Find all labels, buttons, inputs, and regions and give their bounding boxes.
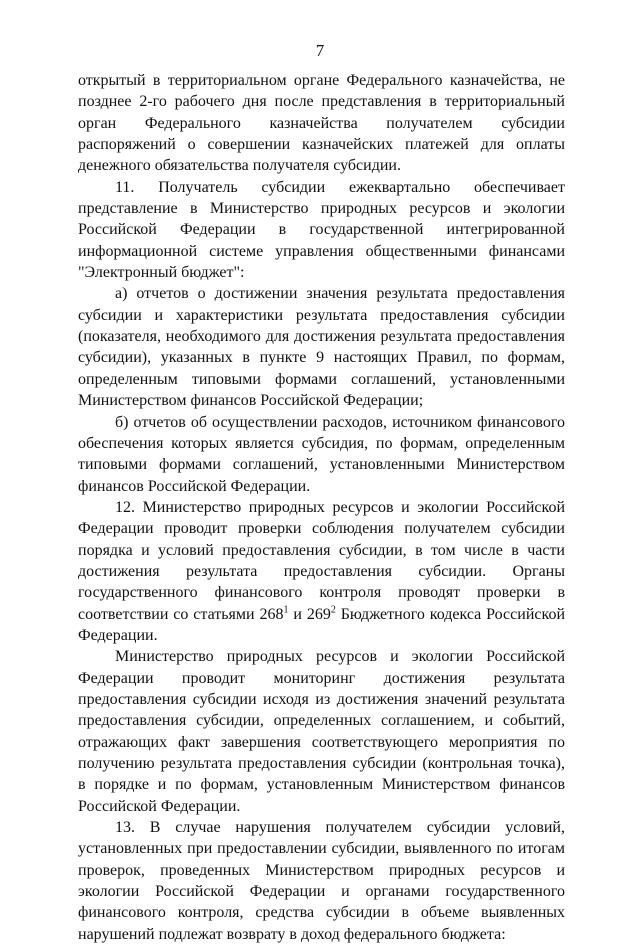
document-body [78, 70, 565, 945]
clause-12-text-c: Бюджетного кодекса Российской Федерации. [78, 605, 566, 644]
article-269-superscript: 2 [330, 604, 336, 616]
clause-12-text-a: 12. Министерство природных ресурсов и экологии Российской Федерации проводит проверки соблюдения получателем субсидии порядка и условий предоставления субсидии, в том числе в части достижения результата предоставления субсидии. Органы государственного финансового контроля проводят проверки в соответствии со статьями 268 [78, 498, 565, 623]
article-268-superscript: 1 [283, 604, 289, 616]
clause-12-text-b: и 269 [288, 605, 331, 623]
paragraph-continuation: открытый в территориальном органе Федерального казначейства, не позднее 2-го рабочего дня после представления в территориальный орган Федерального казначейства получателем субсидии распоряжений о совершении казначейских платежей для оплаты денежного обязательства получателя субсидии. [78, 72, 565, 175]
paragraph-clause-12 [78, 497, 565, 646]
paragraph-clause-13: 13. В случае нарушения получателем субсидии условий, установленных при предоставлении субсидии, выявленного по итогам проверок, проведенных Министерством природных ресурсов и экологии Российской Федерации и органами государственного финансового контроля, средства субсидии в объеме выявленных нарушений подлежат возврату в доход федерального бюджета: [78, 819, 565, 943]
paragraph-clause-11a: а) отчетов о достижении значения результата предоставления субсидии и характеристики результата предоставления субсидии (показателя, необходимого для достижения результата предоставления субсидии), указанных в пункте 9 настоящих Правил, по формам, определенным типовыми формами соглашений, установленными Министерством финансов Российской Федерации; [78, 285, 565, 410]
page-number: 7 [315, 41, 325, 60]
paragraph-clause-11b: б) отчетов об осуществлении расходов, источником финансового обеспечения которых является субсидия, по формам, определенным типовыми формами соглашений, установленными Министерством финансов Российской Федерации. [78, 413, 565, 495]
paragraph-monitoring: Министерство природных ресурсов и экологии Российской Федерации проводит мониторинг достижения результата предоставления субсидии исходя из достижения значений результата предоставления субсидии, определенных соглашением, и событий, отражающих факт завершения соответствующего мероприятия по получению результата предоставления субсидии (контрольная точка), в порядке и по формам, установленным Министерством финансов Российской Федерации. [78, 648, 565, 815]
paragraph-clause-11: 11. Получатель субсидии ежеквартально обеспечивает представление в Министерство природных ресурсов и экологии Российской Федерации в государственной интегрированной информационной системе управления общественными финансами "Электронный бюджет": [78, 178, 565, 282]
